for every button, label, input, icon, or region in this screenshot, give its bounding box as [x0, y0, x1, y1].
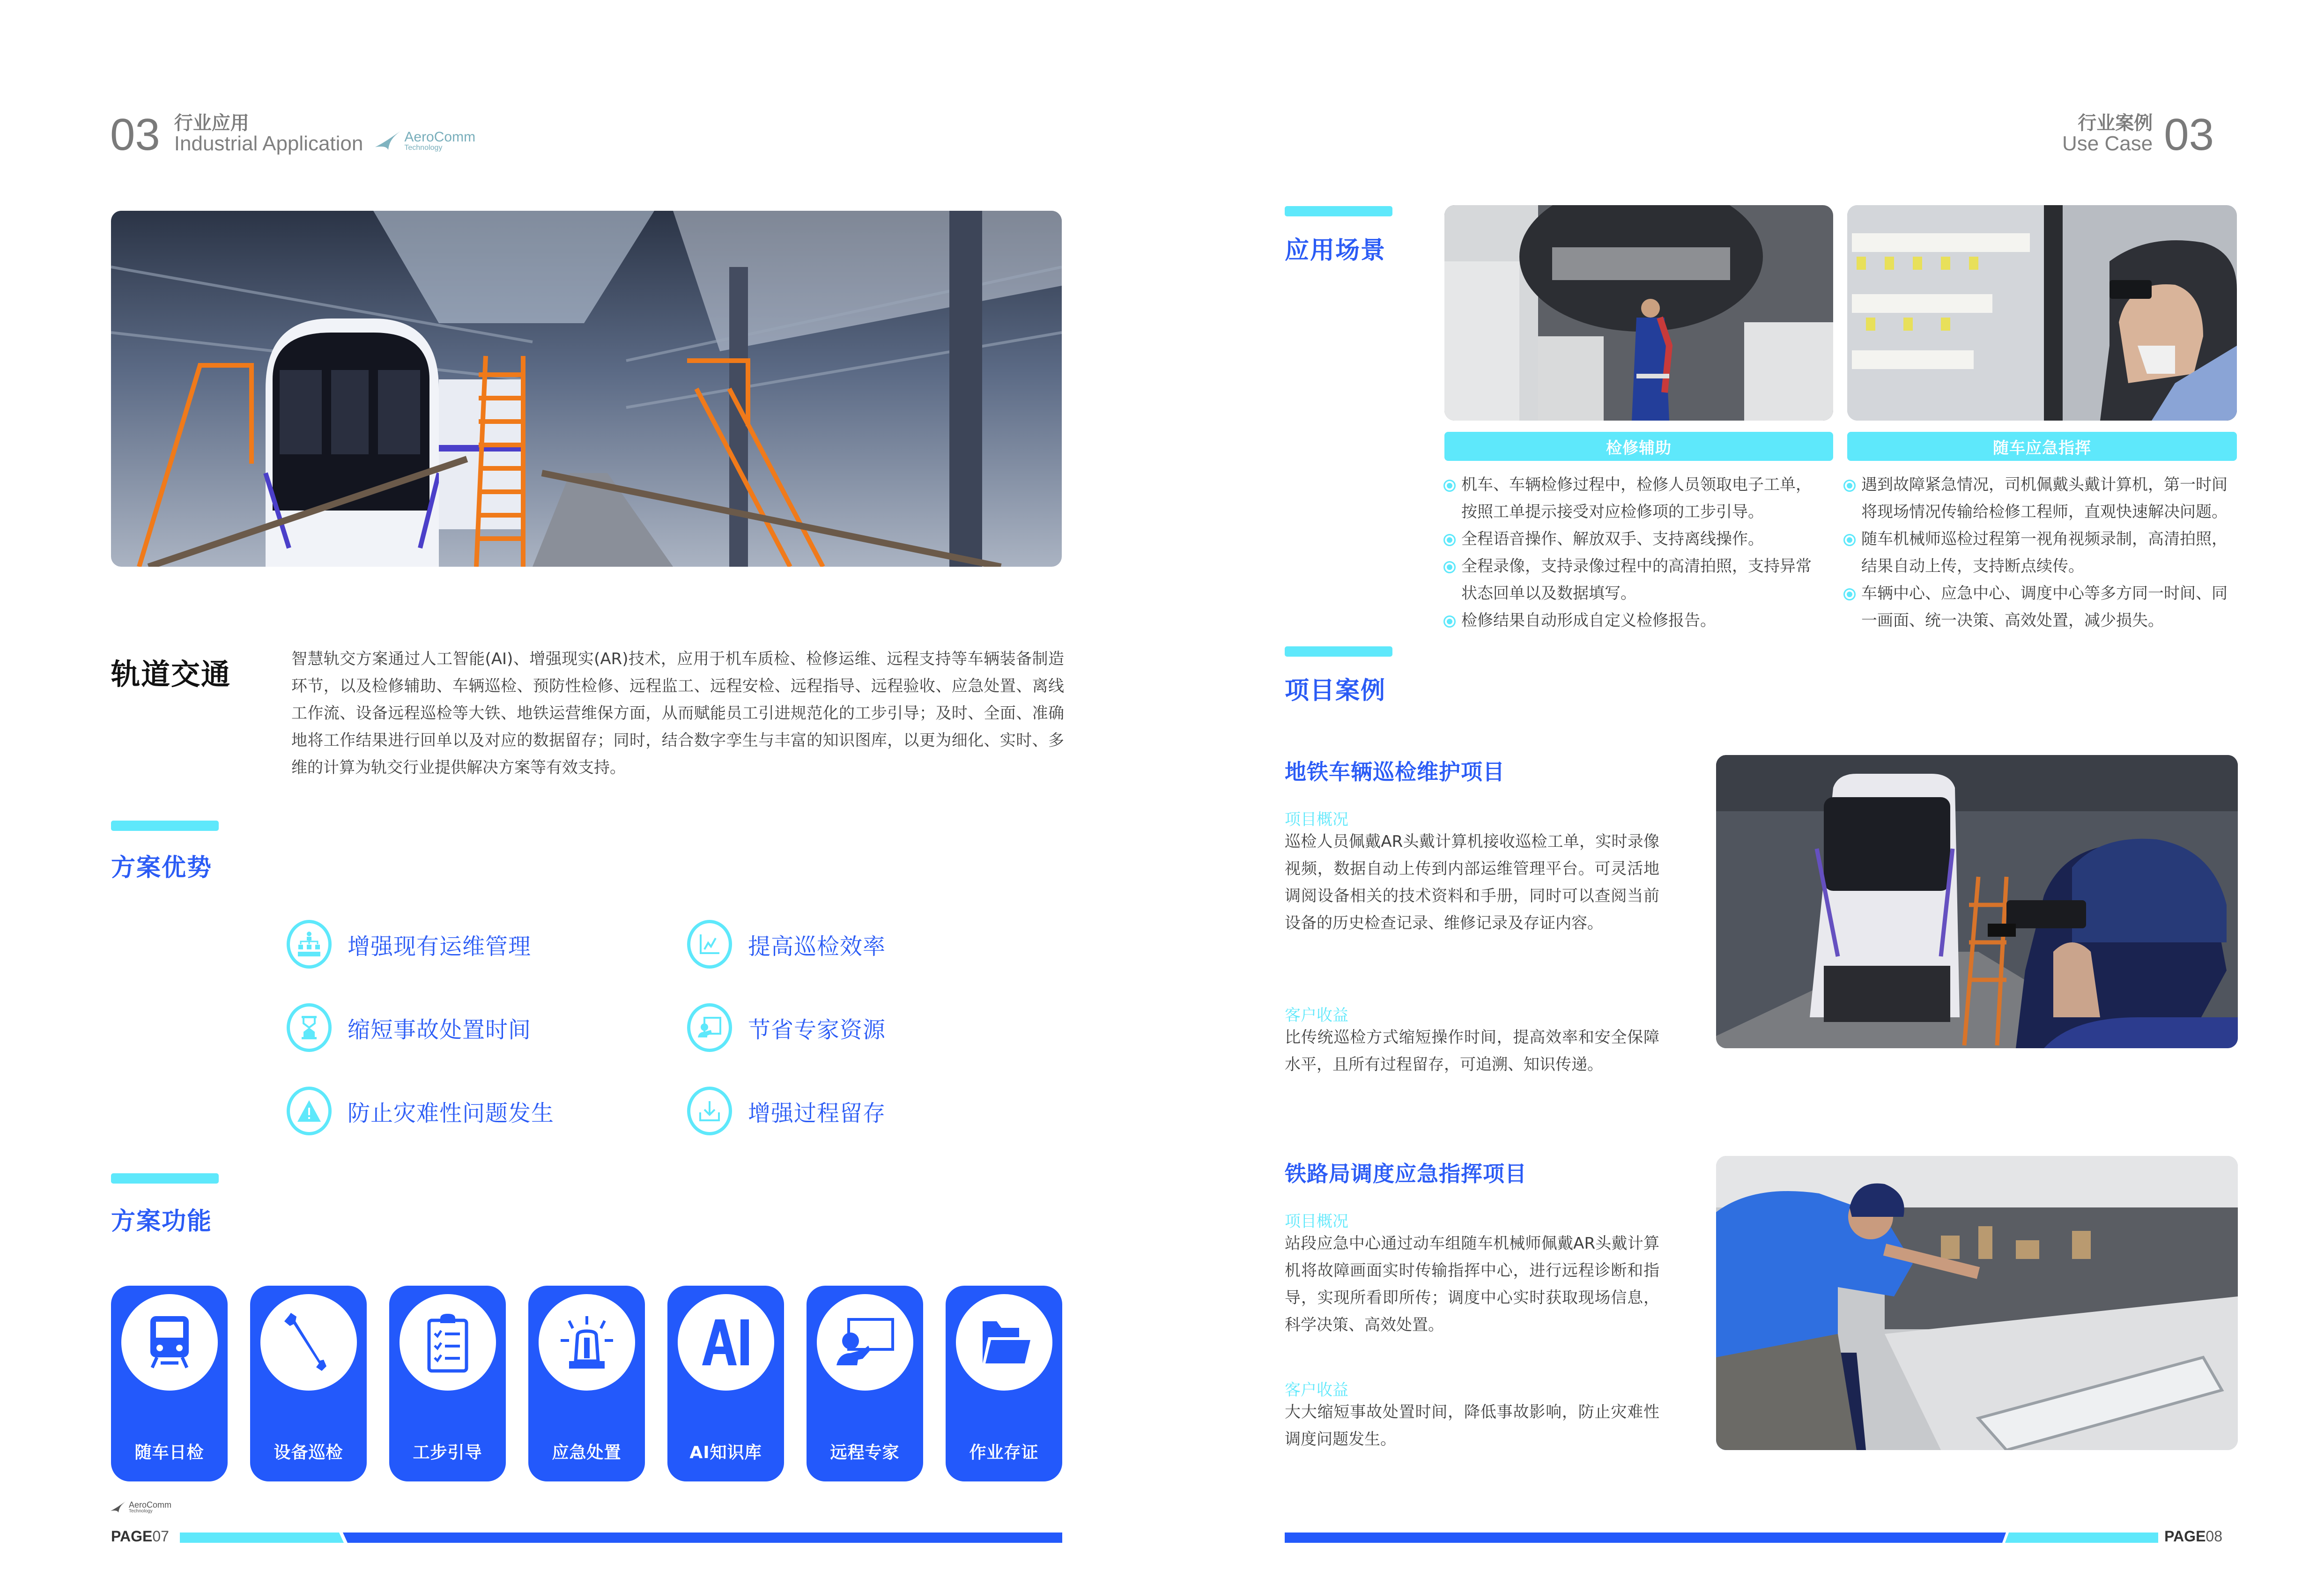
- advantage-item: 增强过程留存: [687, 1086, 987, 1136]
- inspector-ar-headset-train-photo: [1716, 755, 2238, 1048]
- bullet-item: 车辆中心、应急中心、调度中心等多方同一时间、同一画面、统一决策、高效处置，减少损失。: [1843, 580, 2232, 634]
- bullet-item: 检修结果自动形成自定义检修报告。: [1443, 607, 1818, 634]
- case-overview-label: 项目概况: [1285, 810, 1348, 829]
- function-card-ai-knowledge-base: AI知识库: [667, 1286, 784, 1481]
- cases-title: 项目案例: [1285, 677, 1386, 705]
- function-card-step-guidance: 工步引导: [389, 1286, 506, 1481]
- footer-progress-bar: [1285, 1533, 2158, 1543]
- scene-tag-maintenance-assist: 检修辅助: [1444, 432, 1833, 461]
- advantage-item: 节省专家资源: [687, 1002, 987, 1053]
- function-card-work-evidence: 作业存证: [946, 1286, 1062, 1481]
- advantage-item: 缩短事故处置时间: [287, 1002, 687, 1053]
- case-title: 地铁车辆巡检维护项目: [1285, 759, 1505, 785]
- advantage-item: 增强现有运维管理: [287, 919, 687, 970]
- bullet-item: 随车机械师巡检过程第一视角视频录制，高清拍照，结果自动上传，支持断点续传。: [1843, 526, 2232, 580]
- case-title: 铁路局调度应急指挥项目: [1285, 1161, 1527, 1186]
- scene-tag-onboard-emergency: 随车应急指挥: [1847, 432, 2237, 461]
- case-benefit-text: 大大缩短事故处置时间，降低事故影响，防止灾难性调度问题发生。: [1285, 1403, 1659, 1449]
- scene-bullets-maintenance: [1443, 471, 1818, 634]
- case-overview-text: 站段应急中心通过动车组随车机械师佩戴AR头戴计算机将故障画面实时传输指挥中心，进行远程诊断和指导，实现所看即所传；调度中心实时获取现场信息，科学决策、高效处置。: [1285, 1234, 1659, 1334]
- bullet-item: 遇到故障紧急情况，司机佩戴头戴计算机，第一时间将现场情况传输给检修工程师，直观快速解决问题。: [1843, 471, 2232, 526]
- function-card-remote-expert: 远程专家: [807, 1286, 923, 1481]
- case-benefit-label: 客户收益: [1285, 1381, 1348, 1399]
- section-title-en: Industrial Application: [174, 132, 363, 155]
- intro-paragraph: 智慧轨交方案通过人工智能(AI)、增强现实(AR)技术，应用于机车质检、检修运维、远程支持等车辆装备制造环节，以及检修辅助、车辆巡检、预防性检修、远程监工、远程安检、远程指导、远程验收、应急处置、离线工作流、设备远程巡检等大铁、地铁运营维保方面，从而赋能员工引进规范化的工步引导；及时、全面、准确地将工作结果进行回单以及对应的数据留存；同时，结合数字孪生与丰富的知识图库，以更为细化、实时、多维的计算为轨交行业提供解决方案等有效支持。: [291, 650, 1064, 777]
- page-number: PAGE08: [2164, 1528, 2222, 1545]
- case-benefit-text: 比传统巡检方式缩短操作时间，提高效率和安全保障水平，且所有过程留存，可追溯、知识传递。: [1285, 1028, 1659, 1074]
- worker-under-train-photo: [1444, 205, 1833, 421]
- function-card-emergency-response: 应急处置: [528, 1286, 645, 1481]
- bullet-item: 全程语音操作、解放双手、支持离线操作。: [1443, 526, 1818, 553]
- case-overview-label: 项目概况: [1285, 1212, 1348, 1231]
- section-title-cn: 行业案例: [2078, 112, 2153, 134]
- bullet-item: 全程录像，支持录像过程中的高清拍照，支持异常状态回单以及数据填写。: [1443, 553, 1818, 607]
- section-accent-bar: [1285, 646, 1392, 657]
- intro-title: 轨道交通: [111, 657, 231, 691]
- section-title-cn: 行业应用: [174, 112, 249, 134]
- scene-bullets-emergency: [1843, 471, 2232, 634]
- advantages-title: 方案优势: [111, 854, 213, 882]
- advantage-item: 防止灾难性问题发生: [287, 1086, 687, 1136]
- section-header: [2062, 110, 2214, 160]
- advantage-item: 提高巡检效率: [687, 919, 987, 970]
- functions-title: 方案功能: [111, 1207, 213, 1236]
- function-card-equipment-inspection: 设备巡检: [250, 1286, 367, 1481]
- case-overview-text: 巡检人员佩戴AR头戴计算机接收巡检工单，实时录像视频，数据自动上传到内部运维管理平台。可灵活地调阅设备相关的技术资料和手册，同时可以查阅当前设备的历史检查记录、维修记录及存证内容。: [1285, 832, 1659, 933]
- page-number: PAGE07: [111, 1528, 169, 1545]
- scenes-title: 应用场景: [1285, 237, 1386, 265]
- aerocomm-footer-logo: AeroComm Technology: [110, 1500, 171, 1514]
- aerocomm-logo: AeroComm Technology: [374, 129, 475, 153]
- section-number: 03: [2164, 110, 2214, 160]
- case-benefit-label: 客户收益: [1285, 1006, 1348, 1025]
- engineer-control-panel-photo: [1847, 205, 2237, 421]
- section-number: 03: [110, 110, 160, 160]
- function-card-daily-check: 随车日检: [111, 1286, 228, 1481]
- mechanic-inspecting-train-bogie-photo: [1716, 1156, 2238, 1450]
- bullet-item: 机车、车辆检修过程中，检修人员领取电子工单，按照工单提示接受对应检修项的工步引导。: [1443, 471, 1818, 526]
- section-title-en: Use Case: [2062, 132, 2153, 155]
- section-accent-bar: [1285, 206, 1392, 216]
